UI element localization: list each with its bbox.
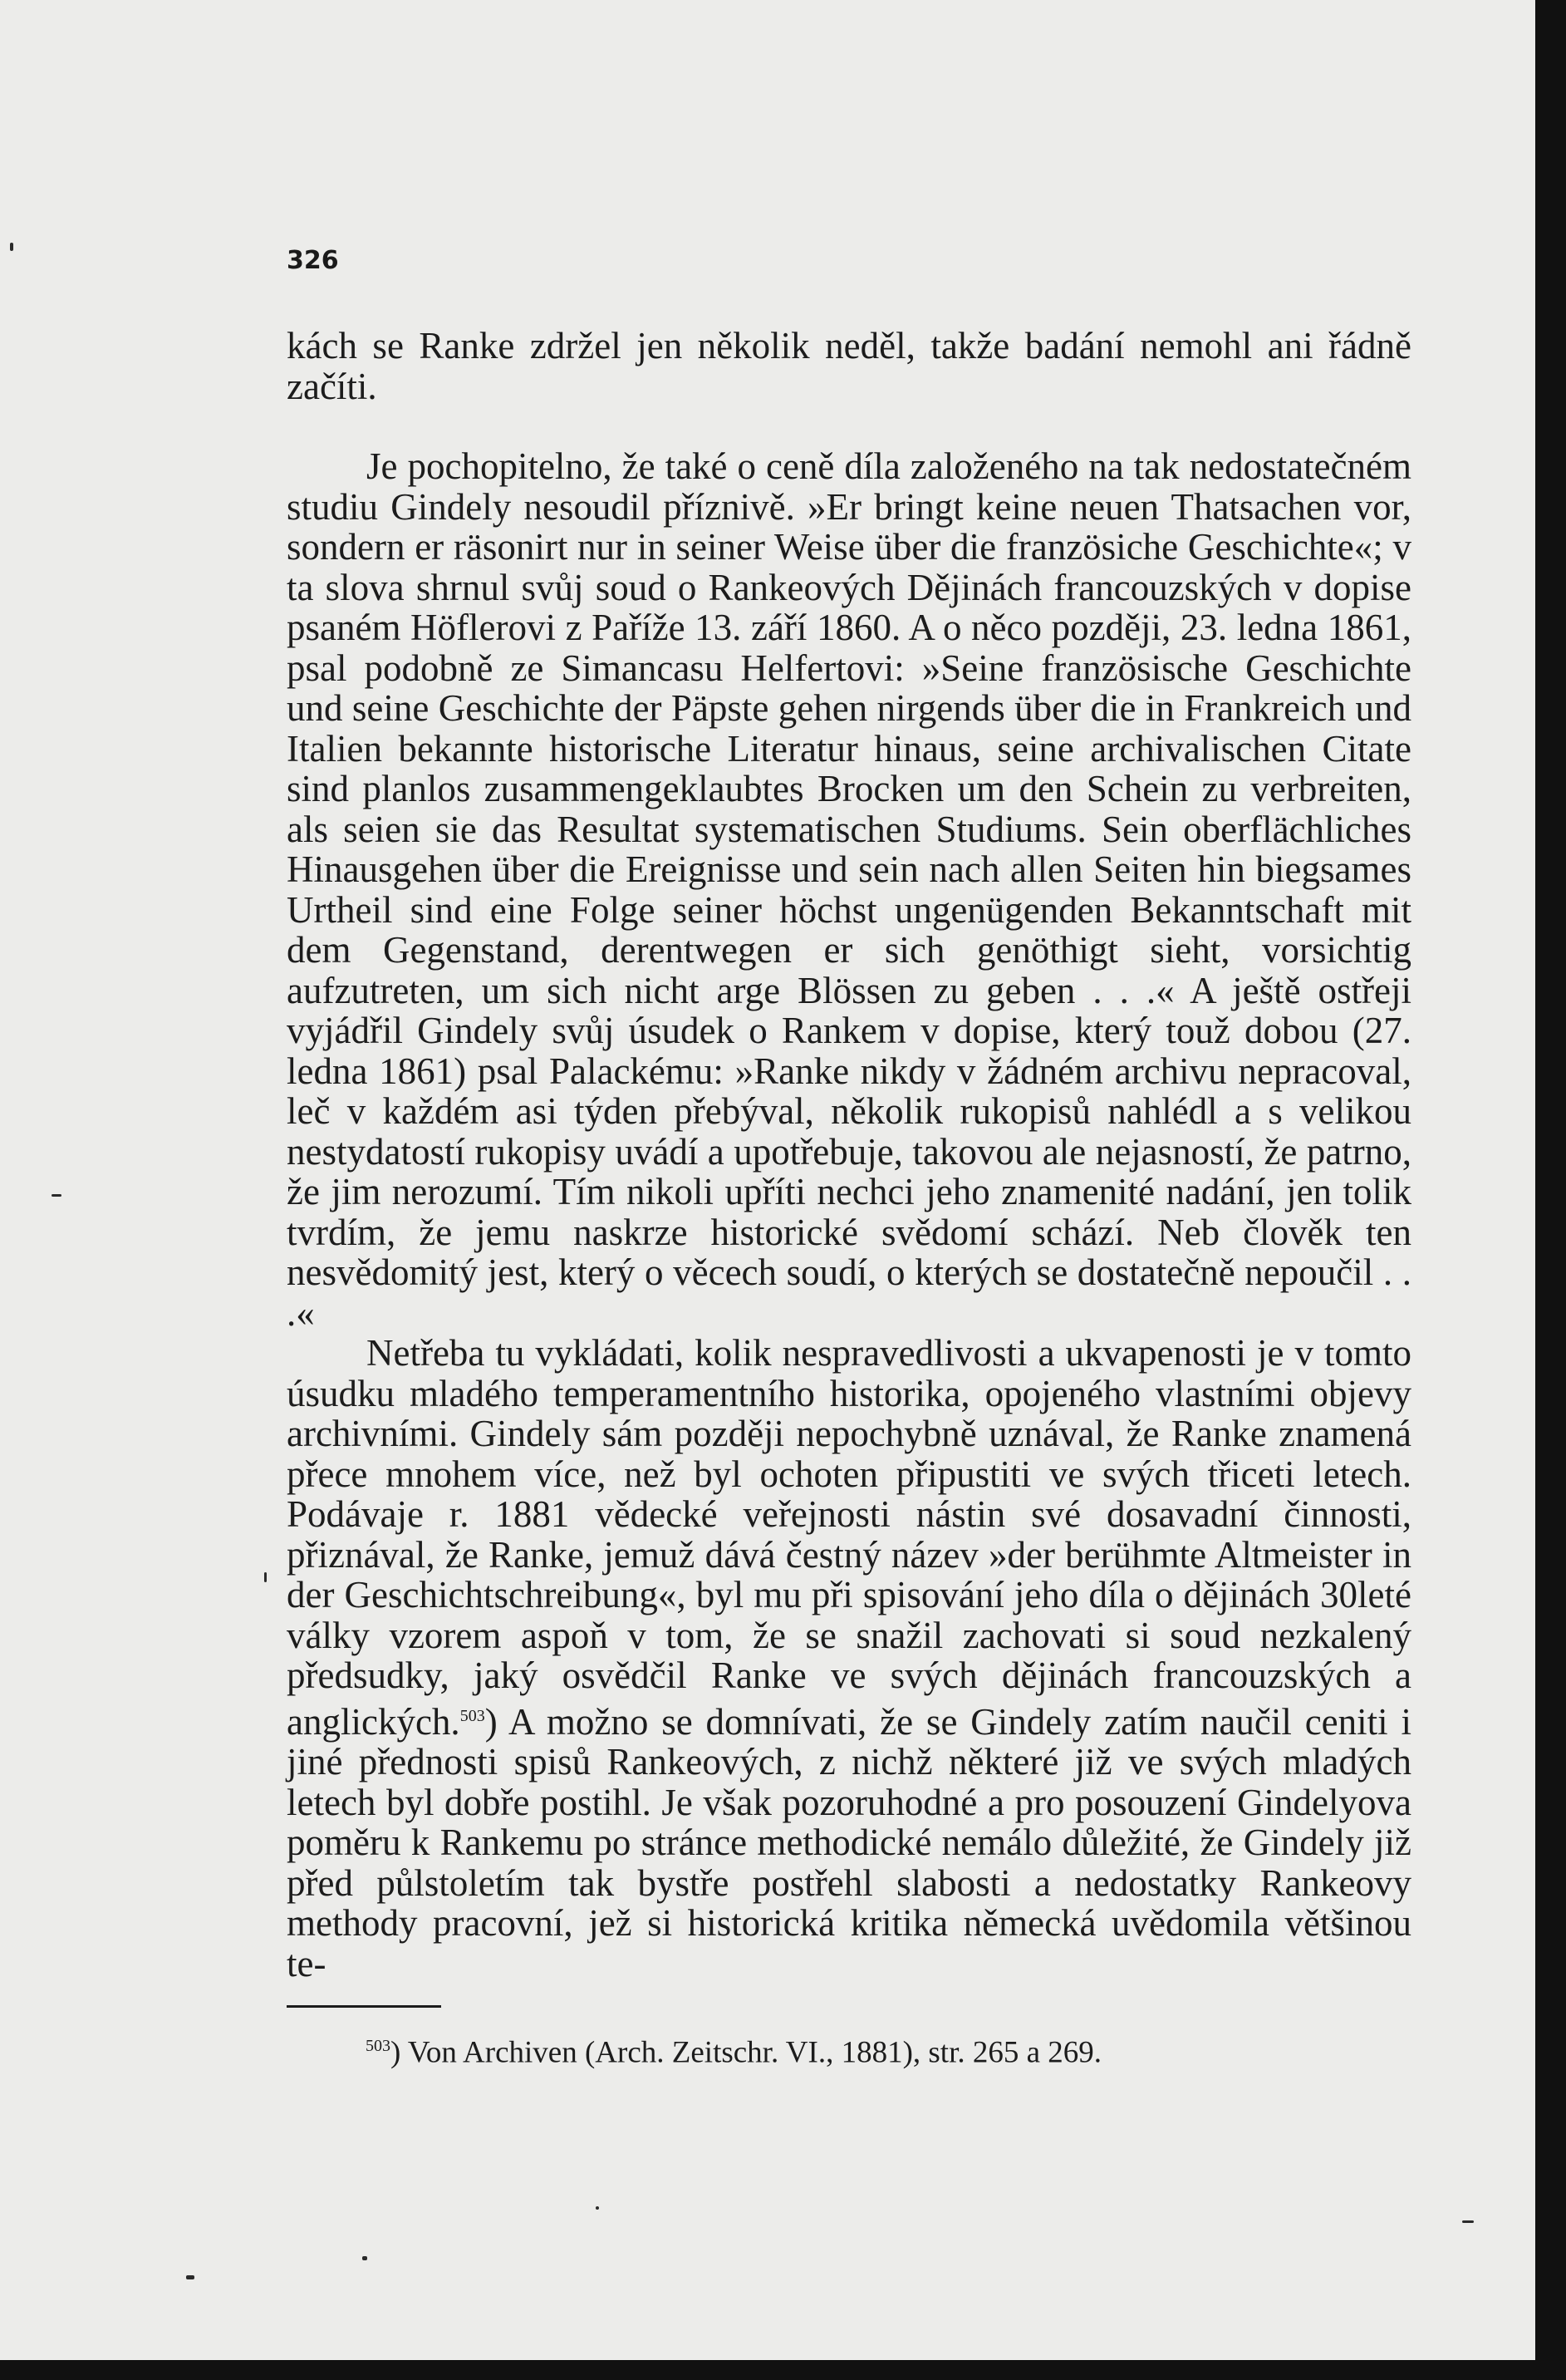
footnote-marker: 503 [366,2037,390,2055]
paragraph-3-continuation: ) A možno se domnívati, že se Gindely zatím naučil ceniti i jiné přednosti spisů Rankeových, z nichž některé již ve svých mladých letech byl dobře postihl. Je však pozoruhodné a pro posouzení Gindelyova poměru k Rankemu po stránce methodické nemálo důležité, že Gindely již před půlstoletím tak bystře postřehl slabosti a nedostatky Rankeovy methody pracovní, jež si historická kritika německá uvědomila většinou te- [287,1700,1411,1984]
scan-speck [362,2256,367,2260]
footnote-text: ) Von Archiven (Arch. Zeitschr. VI., 1881), str. 265 a 269. [390,2035,1102,2070]
scan-speck [596,2206,599,2210]
scan-speck [264,1572,267,1582]
page-number: 326 [287,246,339,275]
scan-speck [10,243,13,251]
footnote-reference: 503 [459,1706,485,1725]
paragraph-3-text: Netřeba tu vykládati, kolik nespravedlivosti a ukvapenosti je v tomto úsudku mladého temperamentního historika, opojeného vlastními objevy archivními. Gindely sám později nepochybně uznával, že Ranke znamená přece mnohem více, než byl ochoten připustiti ve svých třiceti letech. Podávaje r. 1881 vědecké veřejnosti nástin své dosavadní činnosti, přiznával, že Ranke, jemuž dává čestný název »der berühmte Altmeister in der Geschichtschreibung«, byl mu při spisování jeho díla o dějinách 30leté války vzorem aspoň v tom, že se snažil zachovati si soud nezkalený předsudky, jaký osvědčil Ranke ve svých dějinách francouzských a anglických. [287,1332,1411,1743]
scan-speck [52,1194,61,1197]
scan-speck [1462,2220,1474,2223]
body-text [287,326,1411,1984]
footnote [366,2028,1102,2071]
paragraph-1: kách se Ranke zdržel jen několik neděl, takže badání nemohl ani řádně začíti. [287,325,1411,407]
paragraph-3 [287,1333,1411,1984]
scan-speck [186,2275,194,2279]
footnote-rule [287,2005,441,2008]
paragraph-2: Je pochopitelno, že také o ceně díla založeného na tak nedostatečném studiu Gindely nesoudil příznivě. »Er bringt keine neuen Thatsachen vor, sondern er räsonirt nur in seiner Weise über die französiche Geschichte«; v ta slova shrnul svůj soud o Rankeových Dějinách francouzských v dopise psaném Höflerovi z Paříže 13. září 1860. A o něco později, 23. ledna 1861, psal podobně ze Simancasu Helfertovi: »Seine französische Geschichte und seine Geschichte der Päpste gehen nirgends über die in Frankreich und Italien bekannte historische Literatur hinaus, seine archivalischen Citate sind planlos zusammengeklaubtes Brocken um den Schein zu verbreiten, als seien sie das Resultat systematischen Studiums. Sein oberflächliches Hinausgehen über die Ereignisse und sein nach allen Seiten hin biegsames Urtheil sind eine Folge seiner höchst ungenügenden Bekanntschaft mit dem Gegenstand, derentwegen er sich genöthigt sieht, vorsichtig aufzutreten, um sich nicht arge Blössen zu geben . . .« A ještě ostřeji vyjádřil Gindely svůj úsudek o Rankem v dopise, který touž dobou (27. ledna 1861) psal Palackému: »Ranke nikdy v žádném archivu nepracoval, leč v každém asi týden přebýval, několik rukopisů nahlédl a s velikou nestydatostí rukopisy uvádí a upotřebuje, takovou ale nejasností, že patrno, že jim nerozumí. Tím nikoli upříti nechci jeho znamenité nadání, jen tolik tvrdím, že jemu naskrze historické svědomí schází. Neb člověk ten nesvědomitý jest, který o věcech soudí, o kterých se dostatečně nepoučil . . .« [287,445,1411,1334]
